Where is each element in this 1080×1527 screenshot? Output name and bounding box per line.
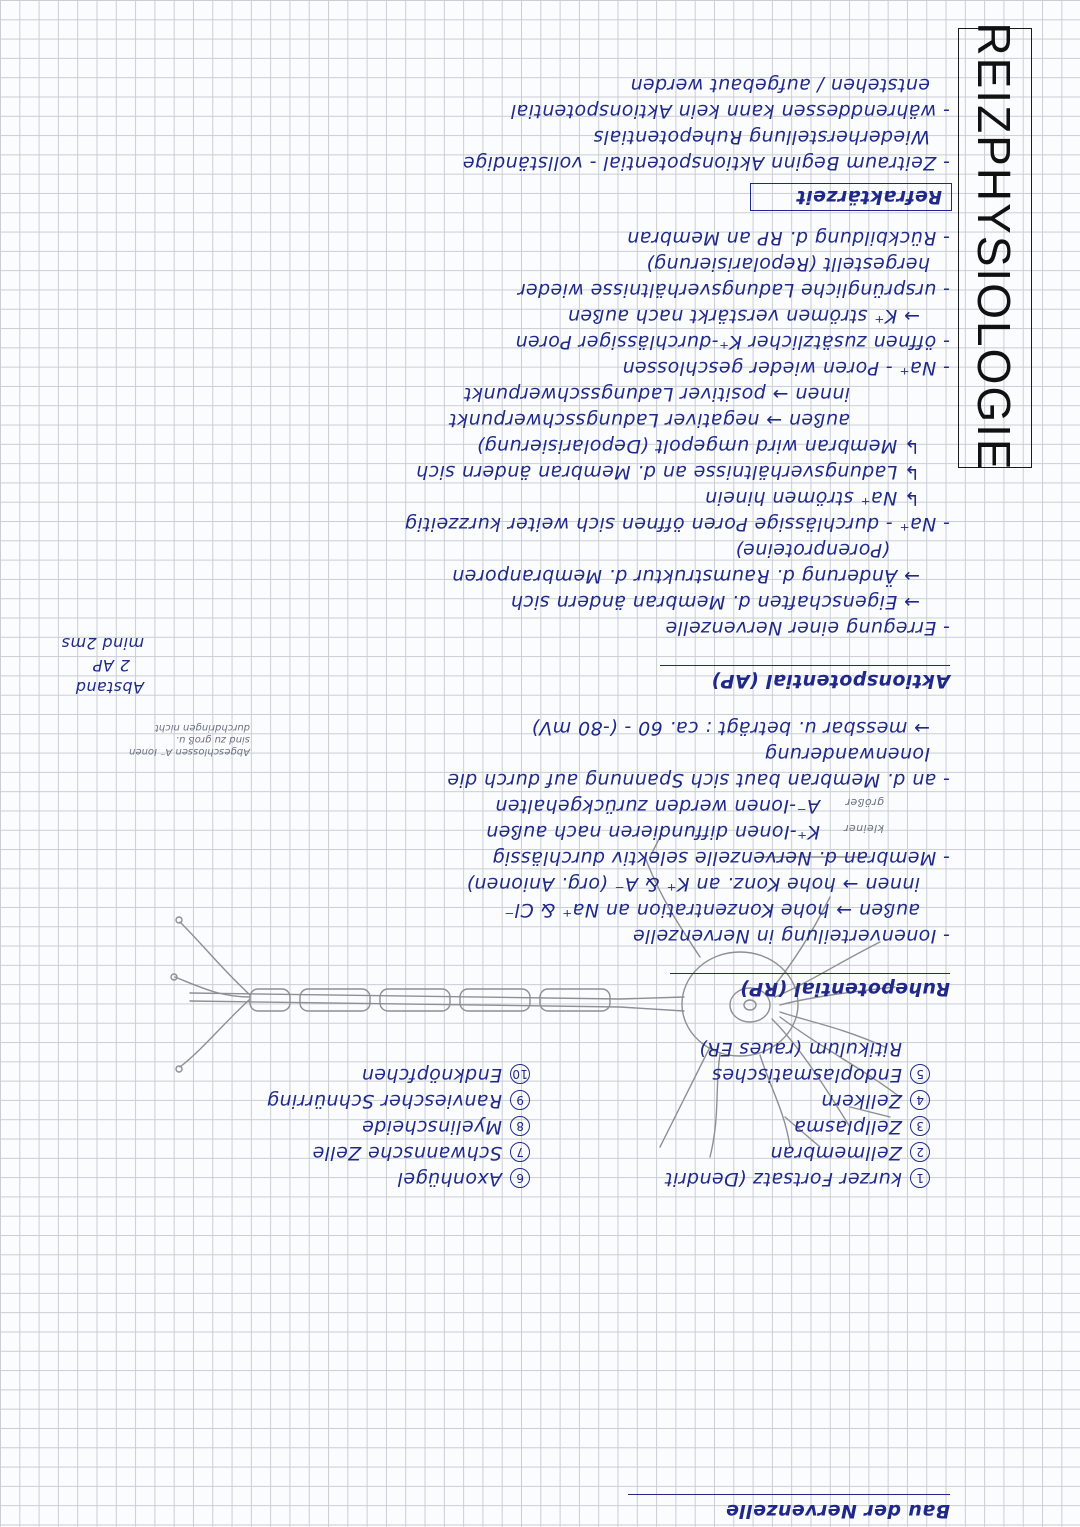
- ref-line-2: Wiederherstellung Ruhepotentials: [593, 126, 930, 148]
- part-label: Schwannsche Zelle: [312, 1142, 502, 1164]
- rp-line-6: A⁻-Ionen werden zurückgehalten: [494, 795, 820, 817]
- rp-side-note: Abgeschlossen A⁻ Ionen sind zu groß u. durchdringen nicht: [129, 722, 250, 757]
- ap-line-15: hergestellt (Repolarisierung): [645, 253, 930, 275]
- part-label: kurzer Fortsatz (Dendrit: [664, 1168, 902, 1190]
- rp-line-7: - an d. Membran baut sich Spannung auf durch die: [446, 769, 950, 791]
- rp-line-2: außen → hohe Konzentration an Na⁺ & Cl⁻: [504, 899, 920, 921]
- rp-heading: Ruhepotential (RP): [739, 978, 950, 1000]
- part-number-1: 1: [910, 1169, 930, 1189]
- bau-part-2: [770, 1141, 930, 1165]
- ap-line-4: (Porenproteine): [734, 539, 890, 561]
- bau-part-5: [712, 1063, 930, 1087]
- bau-underline: [628, 1494, 950, 1495]
- ap-line-7: ↳ Ladungsverhältnisse an d. Membran ändern sich: [415, 461, 920, 483]
- rp-line-5: K⁺-Ionen diffundieren nach außen: [485, 821, 820, 843]
- part-number-4: 4: [910, 1091, 930, 1111]
- ap-line-16: - Rückbildung d. RP an Membran: [626, 227, 950, 249]
- part-number-7: 7: [510, 1143, 530, 1163]
- ap-line-2: → Eigenschaften d. Membran ändern sich: [510, 591, 920, 613]
- ap-line-6: ↳ Na⁺ strömen hinein: [704, 487, 920, 509]
- part-label: Axonhügel: [397, 1168, 502, 1190]
- ap-line-12: - öffnen zusätzlicher K⁺-durchlässiger Poren: [515, 331, 950, 353]
- part-number-8: 8: [510, 1117, 530, 1137]
- part-label: Endoplasmatisches: [711, 1064, 902, 1086]
- rp-line-8: Ionenwanderung: [764, 743, 930, 765]
- bau-part-9: [267, 1089, 530, 1113]
- bau-part-10: [361, 1063, 530, 1087]
- ref-heading: Refraktärzeit: [796, 186, 942, 208]
- ap-line-11: - Na⁺ - Poren wieder geschlossen: [622, 357, 950, 379]
- part-number-2: 2: [910, 1143, 930, 1163]
- ap-line-8: ↳ Membran wird umgepolt (Depolarisierung): [476, 435, 920, 457]
- ap-line-1: - Erregung einer Nervenzelle: [665, 617, 950, 639]
- rp-underline: [670, 973, 950, 974]
- part-label: Zellplasma: [793, 1116, 902, 1138]
- ap-line-13: → K⁺ strömen verstärkt nach außen: [567, 305, 920, 327]
- bau-part-4: [821, 1089, 930, 1113]
- part-label: Endknöpfchen: [361, 1064, 502, 1086]
- ap-line-14: - ursprüngliche Ladungsverhältnisse wieder: [517, 279, 950, 301]
- bau-part-3: [794, 1115, 930, 1139]
- bau-heading: Bau der Nervenzelle: [725, 1500, 950, 1522]
- bau-part-8: [362, 1115, 530, 1139]
- part-number-3: 3: [910, 1117, 930, 1137]
- part-label: Zellmembran: [770, 1142, 902, 1164]
- bau-part-1: [665, 1167, 930, 1191]
- ap-line-5: - Na⁺ - durchlässige Poren öffnen sich weiter kurzzeitig: [404, 513, 950, 535]
- ap-side-note-2: 2 AP: [92, 656, 130, 675]
- bau-part-5-cont: Ritikulum (raues ER): [698, 1038, 902, 1060]
- rp-line-9: → messbar u. beträgt : ca. 60 - (-80 mV): [531, 717, 930, 739]
- ap-heading: Aktionspotential (AP): [711, 670, 950, 692]
- ap-side-note-3: mind 2ms: [61, 634, 144, 653]
- ap-side-note-1: Abstand: [75, 678, 144, 697]
- part-number-10: 10: [510, 1065, 530, 1085]
- part-number-9: 9: [510, 1091, 530, 1111]
- ap-underline: [660, 665, 950, 666]
- rp-note-groesser: größer: [845, 796, 884, 809]
- rp-note-kleiner: kleiner: [843, 822, 884, 835]
- part-label: Ranviescher Schnürring: [266, 1090, 502, 1112]
- ap-line-9: außen → negativer Ladungsschwerpunkt: [448, 409, 850, 431]
- ref-line-3: - währenddessen kann kein Aktionspotential: [510, 100, 950, 122]
- part-label: Zellkern: [820, 1090, 902, 1112]
- ap-line-10: innen → positiver Ladungsschwerpunkt: [463, 383, 850, 405]
- part-number-6: 6: [510, 1169, 530, 1189]
- rp-line-4: - Membran d. Nervenzelle selektiv durchlässig: [492, 847, 950, 869]
- ap-line-3: → Änderung d. Raumstruktur d. Membranporen: [451, 565, 920, 587]
- ref-line-1: - Zeitraum Beginn Aktionspotential - vollständige: [462, 152, 950, 174]
- rp-line-3: innen → hohe Konz. an K⁺ & A⁻ (org. Anionen): [466, 873, 920, 895]
- part-label: Myelinscheide: [361, 1116, 502, 1138]
- bau-part-7: [312, 1141, 530, 1165]
- part-number-5: 5: [910, 1065, 930, 1085]
- ref-line-4: entstehen / aufgebaut werden: [630, 74, 930, 96]
- page-title: REIZPHYSIOLOGIE: [968, 22, 1020, 472]
- rp-line-1: - Ionenverteilung in Nervenzelle: [632, 925, 950, 947]
- bau-part-6: [397, 1167, 530, 1191]
